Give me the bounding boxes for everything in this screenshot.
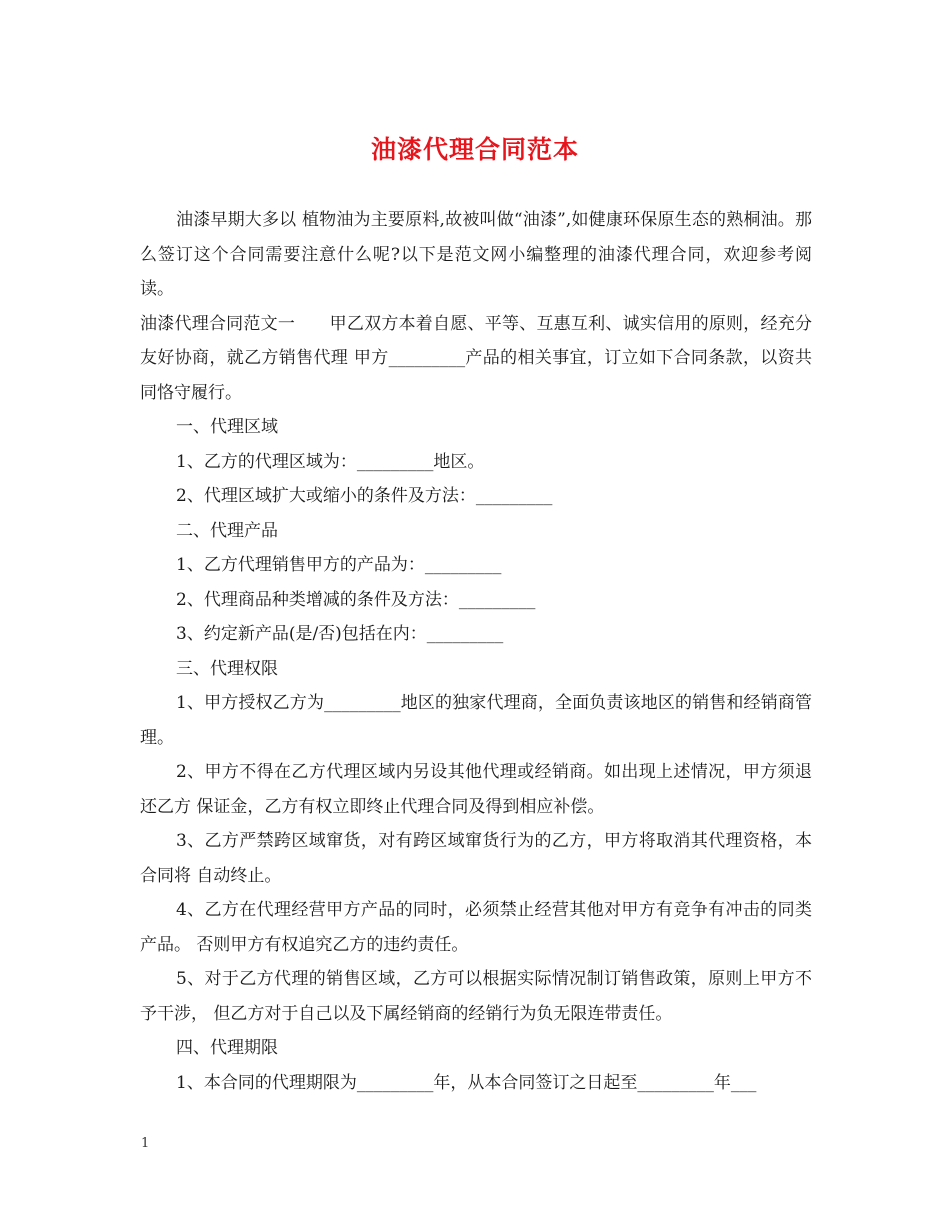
clause: 4、乙方在代理经营甲方产品的同时，必须禁止经营其他对甲方有竞争有冲击的同类产品。 否则甲方有权追究乙方的违约责任。 [140, 900, 812, 955]
document-body [140, 203, 812, 1100]
clause: 1、本合同的代理期限为_________年，从本合同签订之日起至_________年___ [176, 1072, 757, 1093]
clause: 2、代理商品种类增减的条件及方法：_________ [176, 589, 536, 610]
clause: 1、甲方授权乙方为_________地区的独家代理商，全面负责该地区的销售和经销商管理。 [140, 693, 812, 748]
section-heading: 三、代理权限 [176, 658, 278, 679]
clause: 3、约定新产品(是/否)包括在内：_________ [176, 624, 504, 644]
paragraph: 油漆早期大多以 植物油为主要原料,故被叫做“油漆”,如健康环保原生态的熟桐油。那么签订这个合同需要注意什么呢?以下是范文网小编整理的油漆代理合同，欢迎参考阅读。 [140, 210, 812, 299]
paragraph: 油漆代理合同范文一 甲乙双方本着自愿、平等、互惠互利、诚实信用的原则，经充分友好协商，就乙方销售代理 甲方_________产品的相关事宜，订立如下合同条款，以资共同恪守履行。 [140, 313, 812, 403]
clause: 1、乙方代理销售甲方的产品为：_________ [176, 555, 502, 575]
clause: 2、代理区域扩大或缩小的条件及方法：_________ [176, 486, 553, 506]
clause: 5、对于乙方代理的销售区域，乙方可以根据实际情况制订销售政策，原则上甲方不予干涉， 但乙方对于自己以及下属经销商的经销行为负无限连带责任。 [140, 969, 812, 1024]
section-heading: 二、代理产品 [176, 520, 278, 541]
clause: 2、甲方不得在乙方代理区域内另设其他代理或经销商。如出现上述情况，甲方须退还乙方 保证金，乙方有权立即终止代理合同及得到相应补偿。 [140, 762, 812, 817]
clause: 1、乙方的代理区域为：_________地区。 [176, 451, 485, 472]
section-heading: 四、代理期限 [176, 1038, 278, 1058]
document-title: 油漆代理合同范本 [370, 135, 579, 164]
page-number: 1 [141, 1136, 150, 1151]
section-heading: 一、代理区域 [176, 417, 278, 437]
clause: 3、乙方严禁跨区域窜货，对有跨区域窜货行为的乙方，甲方将取消其代理资格，本合同将 自动终止。 [140, 831, 812, 886]
